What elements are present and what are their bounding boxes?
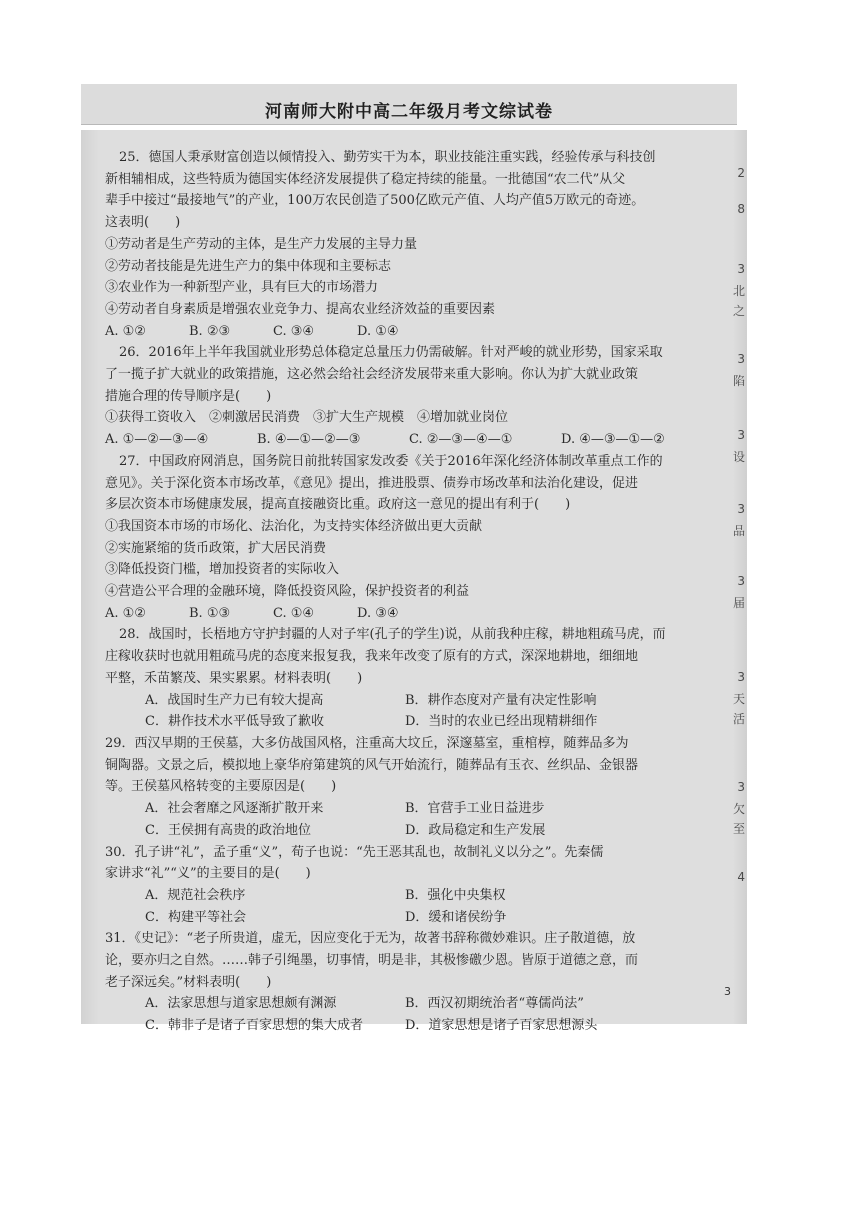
option-d: D．当时的农业已经出现精耕细作	[405, 714, 598, 730]
margin-mark: 北	[732, 284, 745, 298]
margin-mark: 天	[732, 692, 745, 706]
option-d: D．道家思想是诸子百家思想源头	[405, 1018, 598, 1034]
margin-mark: 8	[737, 202, 745, 216]
questions-body	[105, 147, 725, 1037]
question-text: 意见》。关于深化资本市场改革，《意见》提出，推进股票、债券市场改革和法治化建设，促进	[105, 475, 639, 491]
margin-mark: 3	[737, 352, 745, 366]
question-28	[105, 624, 725, 733]
question-text: 老子深远矣。”材料表明( )	[105, 974, 272, 990]
question-text: 25．德国人秉承财富创造以倾情投入、勤劳实干为本，职业技能注重实践，经验传承与科技创	[119, 150, 656, 165]
question-31	[105, 928, 725, 1037]
margin-mark: 3	[737, 502, 745, 516]
answer-options	[105, 907, 725, 929]
scanned-page	[81, 130, 747, 1034]
statement-item: ①获得工资收入 ②刺激居民消费 ③扩大生产规模 ④增加就业岗位	[105, 410, 509, 426]
option-b: B．西汉初期统治者“尊儒尚法”	[405, 996, 584, 1012]
margin-mark: 3	[737, 428, 745, 442]
option-b: B. ①③	[189, 605, 231, 621]
question-text: 家讲求“礼”“义”的主要目的是( )	[105, 866, 311, 882]
option-b: B．官营手工业日益进步	[405, 801, 545, 817]
question-text: 了一揽子扩大就业的政策措施，这必然会给社会经济发展带来重大影响。你认为扩大就业政策	[105, 367, 639, 383]
margin-mark: 2	[737, 166, 745, 180]
statement-item: ③农业作为一种新型产业，具有巨大的市场潜力	[105, 280, 379, 296]
answer-options	[105, 798, 725, 820]
question-30	[105, 842, 725, 929]
question-text: 26．2016年上半年我国就业形势总体稳定总量压力仍需破解。针对严峻的就业形势，国家采取	[119, 345, 663, 361]
margin-mark: 活	[732, 712, 745, 726]
answer-options	[105, 1015, 725, 1037]
question-text: 辈手中接过“最接地气”的产业，100万农民创造了500亿欧元产值、人均产值5万欧元的奇迹。	[105, 193, 645, 209]
option-b: B．强化中央集权	[405, 887, 506, 903]
question-26	[105, 342, 725, 451]
answer-options	[105, 603, 725, 625]
margin-mark: 欠	[732, 802, 745, 816]
question-text: 等。王侯墓风格转变的主要原因是( )	[105, 779, 337, 795]
statement-item: ②实施紧缩的货币政策，扩大居民消费	[105, 540, 327, 556]
statement-item: ②劳动者技能是先进生产力的集中体现和主要标志	[105, 258, 392, 274]
margin-mark: 3	[737, 262, 745, 276]
question-text: 庄稼收获时也就用粗疏马虎的态度来报复我，我来年改变了原有的方式，深深地耕地，细细地	[105, 649, 639, 665]
question-25	[105, 147, 725, 342]
statement-item: ③降低投资门槛，增加投资者的实际收入	[105, 562, 340, 578]
left-edge	[81, 130, 99, 1024]
margin-mark: 至	[732, 822, 745, 836]
margin-mark: 之	[732, 304, 745, 318]
option-b: B. ④—①—②—③	[257, 432, 361, 448]
option-c: C. ②—③—④—①	[409, 432, 513, 448]
question-text: 铜陶器。文景之后，模拟地上豪华府第建筑的风气开始流行，随葬品有玉衣、丝织品、金银器	[105, 757, 639, 773]
answer-options	[105, 993, 725, 1015]
option-a: A. ①②	[105, 605, 146, 621]
title-strip	[81, 84, 737, 125]
statement-item: ①我国资本市场的市场化、法治化，为支持实体经济做出更大贡献	[105, 518, 483, 534]
page-number: 3	[724, 985, 731, 998]
option-c: C．王侯拥有高贵的政治地位	[145, 822, 311, 838]
option-d: D．政局稳定和生产发展	[405, 822, 546, 838]
question-text: 平整，禾苗繁茂、果实累累。材料表明( )	[105, 670, 363, 686]
option-a: A. ①②	[105, 323, 146, 339]
answer-options	[105, 429, 725, 451]
margin-mark: 届	[732, 596, 745, 610]
option-c: C．构建平等社会	[145, 909, 246, 925]
margin-mark: 品	[732, 524, 745, 538]
right-edge	[733, 130, 747, 1024]
option-a: A．规范社会秩序	[145, 887, 246, 903]
option-a: A. ①—②—③—④	[105, 432, 209, 448]
margin-mark: 3	[737, 574, 745, 588]
option-d: D. ①④	[357, 323, 399, 339]
option-b: B. ②③	[189, 323, 231, 339]
option-d: D．缓和诸侯纷争	[405, 909, 507, 925]
answer-options	[105, 820, 725, 842]
question-text: 措施合理的传导顺序是( )	[105, 388, 272, 404]
question-text: 27．中国政府网消息，国务院日前批转国家发改委《关于2016年深化经济体制改革重点工作的	[119, 453, 663, 469]
answer-options	[105, 711, 725, 733]
question-text: 这表明( )	[105, 215, 181, 231]
margin-mark: 设	[732, 450, 745, 464]
question-text: 多层次资本市场健康发展，提高直接融资比重。政府这一意见的提出有利于( )	[105, 497, 571, 513]
statement-item: ①劳动者是生产劳动的主体，是生产力发展的主导力量	[105, 236, 418, 252]
option-a: A．法家思想与道家思想颇有渊源	[145, 996, 337, 1012]
option-d: D. ③④	[357, 605, 399, 621]
option-c: C．韩非子是诸子百家思想的集大成者	[145, 1018, 363, 1034]
option-b: B．耕作态度对产量有决定性影响	[405, 692, 597, 708]
question-27	[105, 451, 725, 625]
question-text: 29．西汉早期的王侯墓，大多仿战国风格，注重高大坟丘，深邃墓室，重棺椁，随葬品多为	[105, 735, 629, 751]
margin-mark: 陷	[732, 374, 745, 388]
question-text: 31．《史记》：“老子所贵道，虚无，因应变化于无为，故著书辞称微妙难识。庄子散道德，放	[105, 931, 636, 947]
question-text: 新相辅相成，这些特质为德国实体经济发展提供了稳定持续的能量。一批德国“农二代”从父	[105, 171, 626, 187]
statement-item: ④营造公平合理的金融环境，降低投资风险，保护投资者的利益	[105, 584, 470, 600]
option-a: A．社会奢靡之风逐渐扩散开来	[145, 801, 324, 817]
question-29	[105, 733, 725, 842]
option-d: D. ④—③—①—②	[561, 432, 665, 448]
exam-title: 河南师大附中高二年级月考文综试卷	[265, 102, 553, 122]
question-text: 论，要亦归之自然。……韩子引绳墨，切事情，明是非，其极惨礉少恩。皆原于道德之意，而	[105, 953, 639, 969]
option-c: C. ①④	[273, 605, 315, 621]
question-text: 28．战国时，长梧地方守护封疆的人对子牢(孔子的学生)说，从前我种庄稼，耕地粗疏马虎，而	[119, 627, 666, 643]
option-c: C. ③④	[273, 323, 315, 339]
question-text: 30．孔子讲“礼”，孟子重“义”，荀子也说：“先王恶其乱也，故制礼义以分之”。先秦儒	[105, 844, 604, 860]
answer-options	[105, 321, 725, 343]
margin-mark: 3	[737, 670, 745, 684]
answer-options	[105, 690, 725, 712]
margin-mark: 4	[737, 870, 745, 884]
statement-item: ④劳动者自身素质是增强农业竞争力、提高农业经济效益的重要因素	[105, 301, 496, 317]
option-c: C．耕作技术水平低导致了歉收	[145, 714, 324, 730]
option-a: A．战国时生产力已有较大提高	[145, 692, 324, 708]
answer-options	[105, 885, 725, 907]
margin-mark: 3	[737, 780, 745, 794]
